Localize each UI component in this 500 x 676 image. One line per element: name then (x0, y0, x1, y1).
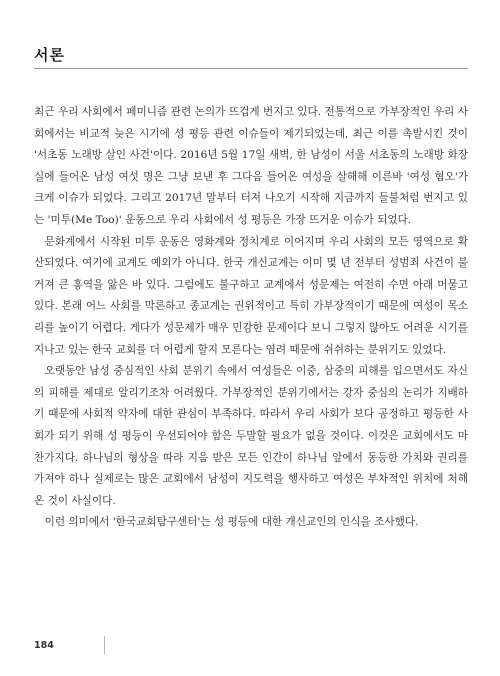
header-divider (34, 68, 468, 69)
paragraph: 최근 우리 사회에서 페미니즘 관련 논의가 뜨겁게 번지고 있다. 전통적으로 가부장적인 우리 사회에서는 비교적 늦은 시기에 성 평등 관련 이슈들이 제기되었는데, 최근 이를 촉발시킨 것이 '서초동 노래방 살인 사건'이다. 2016년 5월 17일 새벽, 한 남성이 서울 서초동의 노래방 화장실에 들어온 남성 여섯 명은 그냥 보낸 후 그다음 들어온 여성을 살해해 이른바 '여성 혐오'가 크게 이슈가 되었다. 그리고 2017년 말부터 터져 나오기 시작해 지금까지 들불처럼 번지고 있는 '미투(Me Too)' 운동으로 우리 사회에서 성 평등은 가장 뜨거운 이슈가 되었다. (34, 106, 468, 226)
paragraph: 문화계에서 시작된 미투 운동은 영화계와 정치계로 이어지며 우리 사회의 모든 영역으로 확산되었다. 여기에 교계도 예외가 아니다. 한국 개신교계는 이미 몇 년 전부터 성범죄 사건이 불거져 큰 홍역을 앓은 바 있다. 그럼에도 불구하고 교계에서 성문제는 여전히 수면 아래 머물고 있다. 본래 어느 사회를 막론하고 종교계는 권위적이고 특히 가부장적이기 때문에 여성이 목소리를 높이기 어렵다. 게다가 성문제가 매우 민감한 문제이다 보니 그렇지 않아도 어려운 시기를 지나고 있는 한국 교회를 더 어렵게 할지 모른다는 염려 때문에 쉬쉬하는 분위기도 있었다. (34, 235, 468, 356)
footer-divider (104, 636, 105, 654)
paragraph: 오랫동안 남성 중심적인 사회 분위기 속에서 여성들은 이중, 삼중의 피해를 입으면서도 자신의 피해를 제대로 알리기조차 어려웠다. 가부장적인 분위기에서는 강자 중심의 논리가 지배하기 때문에 사회적 약자에 대한 관심이 부족하다. 따라서 우리 사회가 보다 공정하고 평등한 사회가 되기 위해 성 평등이 우선되어야 함은 두말할 필요가 없을 것이다. 이것은 교회에서도 마찬가지다. 하나님의 형상을 따라 지음 받은 모든 인간이 하나님 앞에서 동등한 가치와 권리를 가져야 하나 실제로는 많은 교회에서 남성이 지도력을 행사하고 여성은 부차적인 위치에 처해 온 것이 사실이다. (34, 365, 468, 507)
paragraph: 이런 의미에서 '한국교회탐구센터'는 성 평등에 대한 개신교인의 인식을 조사했다. (44, 516, 419, 529)
page-number: 184 (34, 640, 54, 651)
body-text (34, 102, 468, 534)
section-title: 서론 (34, 46, 65, 64)
